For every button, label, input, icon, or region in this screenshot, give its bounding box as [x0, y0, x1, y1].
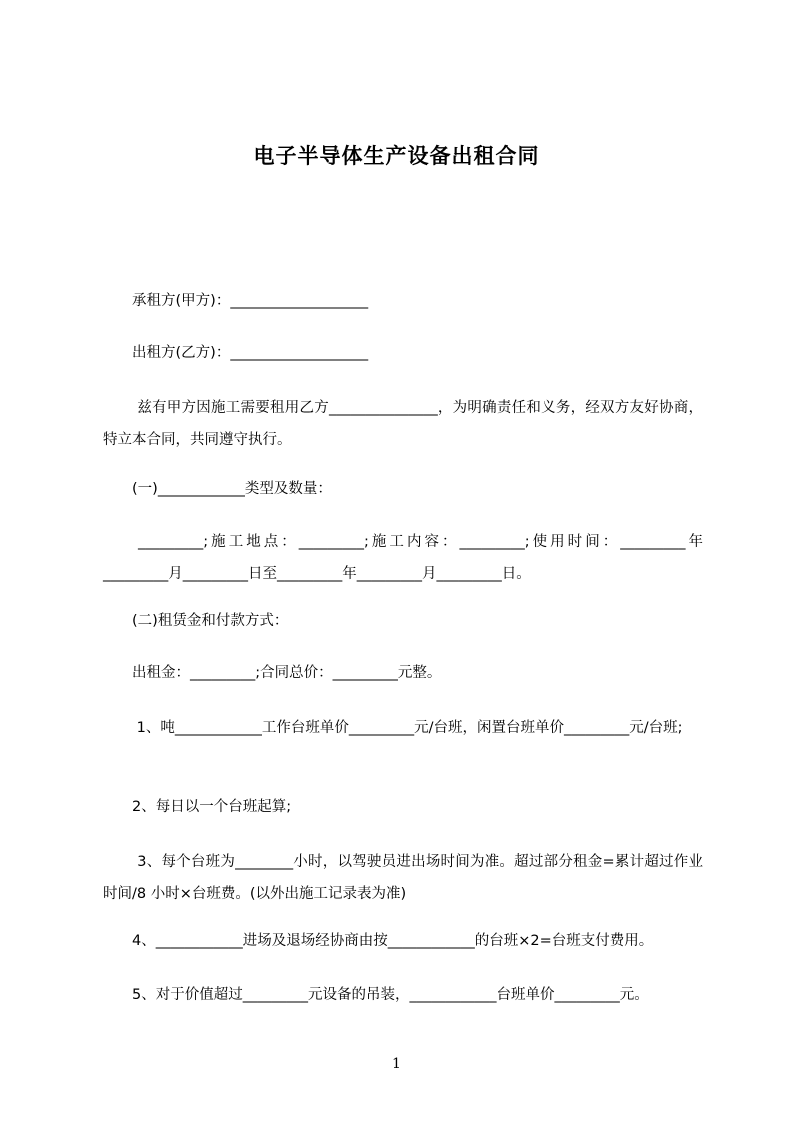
item-3-paragraph: 3、每个台班为________小时，以驾驶员进出场时间为准。超过部分租金=累计超过作业时间/8 小时×台班费。(以外出施工记录表为准): [103, 854, 703, 902]
item-2-line: 2、每日以一个台班起算;: [103, 799, 292, 815]
item-4-line: 4、____________进场及退场经协商由按____________的台班×2=台班支付费用。: [103, 933, 654, 949]
section-1-heading: (一)____________类型及数量：: [103, 481, 332, 497]
lessor-line: 出租方(乙方)：___________________: [103, 345, 369, 361]
section-2-heading: (二)租赁金和付款方式：: [103, 613, 289, 629]
lessee-line: 承租方(甲方)：___________________: [103, 293, 369, 309]
item-1-paragraph: 1、吨____________工作台班单价_________元/台班，闲置台班单价_________元/台班;: [103, 720, 683, 736]
item-5-line: 5、对于价值超过_________元设备的吊装，____________台班单价_________元。: [103, 987, 649, 1003]
page-title: 电子半导体生产设备出租合同: [253, 144, 540, 168]
page-number: 1: [392, 1056, 401, 1072]
construction-details-paragraph: _________;施工地点：_________;施工内容：_________;使用时间：_________年_________月_________日至_________年_________月_________日。: [103, 534, 703, 582]
rent-line: 出租金：_________;合同总价：_________元整。: [103, 665, 442, 681]
preamble-paragraph: 兹有甲方因施工需要租用乙方_______________，为明确责任和义务，经双方友好协商，特立本合同，共同遵守执行。: [103, 400, 703, 448]
